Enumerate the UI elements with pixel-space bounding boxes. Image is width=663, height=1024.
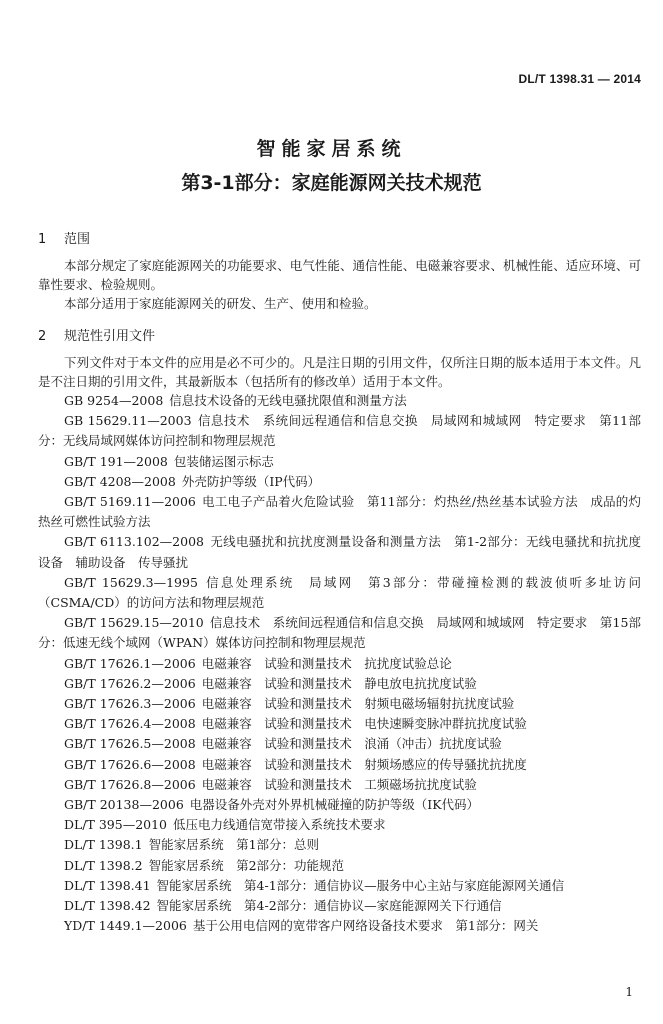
section-2-heading: [38, 327, 641, 347]
section-title: 规范性引用文件: [64, 329, 156, 344]
reference-code: DL/T 1398.41: [64, 877, 151, 893]
reference-code: GB/T 5169.11—2006: [64, 494, 196, 510]
reference-title: 电磁兼容 试验和测量技术 电快速瞬变脉冲群抗扰度试验: [201, 716, 527, 732]
section-number: 1: [38, 232, 47, 247]
section-number: 2: [38, 329, 47, 344]
reference-code: GB/T 191—2008: [64, 453, 168, 469]
reference-item: [38, 876, 641, 896]
reference-code: GB/T 17626.2—2006: [64, 675, 196, 691]
reference-title: 信息技术 系统间远程通信和信息交换 局域网和城域网 特定要求 第11部分：无线局域网媒体访问控制和物理层规范: [38, 413, 641, 449]
reference-code: DL/T 1398.1: [64, 837, 143, 853]
references-intro: 下列文件对于本文件的应用是必不可少的。凡是注日期的引用文件，仅所注日期的版本适用于本文件。凡是不注日期的引用文件，其最新版本（包括所有的修改单）适用于本文件。: [38, 355, 641, 389]
reference-item: [38, 573, 641, 613]
reference-code: GB 9254—2008: [64, 393, 164, 408]
reference-title: 信息技术 系统间远程通信和信息交换 局域网和城域网 特定要求 第15部分：低速无线个域网（WPAN）媒体访问控制和物理层规范: [38, 615, 641, 651]
standard-code: DL/T 1398.31 — 2014: [518, 72, 641, 86]
reference-item: [38, 714, 641, 734]
reference-item: [38, 492, 641, 532]
scope-paragraph: 本部分规定了家庭能源网关的功能要求、电气性能、通信性能、电磁兼容要求、机械性能、适应环境、可靠性要求、检验规则。: [38, 258, 641, 292]
reference-item: [38, 532, 641, 572]
reference-title: 包装储运图示标志: [173, 453, 274, 469]
reference-title: 电工电子产品着火危险试验 第11部分：灼热丝/热丝基本试验方法 成品的灼热丝可燃性试验方法: [38, 494, 641, 530]
reference-code: GB 15629.11—2003: [64, 413, 192, 429]
reference-code: DL/T 1398.42: [64, 898, 151, 914]
reference-code: GB/T 4208—2008: [64, 473, 176, 489]
reference-title: 智能家居系统 第2部分：功能规范: [148, 857, 345, 873]
title-sub: 第3-1部分：家庭能源网关技术规范: [181, 172, 482, 194]
reference-item: [38, 896, 641, 916]
reference-item: [38, 613, 641, 653]
reference-item: [38, 674, 641, 694]
reference-title: 电磁兼容 试验和测量技术 射频场感应的传导骚扰抗扰度: [201, 756, 527, 772]
reference-code: GB/T 17626.6—2008: [64, 756, 196, 772]
reference-item: [38, 391, 641, 411]
reference-title: 电磁兼容 试验和测量技术 射频电磁场辐射抗扰度试验: [201, 696, 515, 712]
scope-paragraph: 本部分适用于家庭能源网关的研发、生产、使用和检验。: [64, 296, 377, 311]
reference-item: [38, 654, 641, 674]
title-main: 智能家居系统: [256, 138, 407, 160]
reference-item: [38, 775, 641, 795]
document-body: [38, 230, 641, 936]
reference-code: DL/T 395—2010: [64, 817, 168, 833]
reference-item: [38, 452, 641, 472]
document-title: [0, 137, 663, 195]
reference-code: YD/T 1449.1—2006: [64, 918, 187, 934]
reference-item: [38, 815, 641, 835]
reference-title: 外壳防护等级（IP代码）: [181, 473, 321, 489]
reference-item: [38, 694, 641, 714]
reference-item: [38, 472, 641, 492]
reference-item: [38, 916, 641, 936]
reference-title: 低压电力线通信宽带接入系统技术要求: [173, 817, 386, 833]
reference-title: 智能家居系统 第4-2部分：通信协议—家庭能源网关下行通信: [156, 898, 502, 914]
reference-code: GB/T 20138—2006: [64, 797, 184, 813]
reference-code: GB/T 17626.3—2006: [64, 696, 196, 712]
reference-title: 信息技术设备的无线电骚扰限值和测量方法: [169, 393, 407, 408]
section-1-heading: [38, 230, 641, 250]
reference-code: GB/T 17626.5—2008: [64, 736, 196, 752]
reference-title: 信息处理系统 局域网 第3部分：带碰撞检测的载波侦听多址访问（CSMA/CD）的访问方法和物理层规范: [38, 574, 641, 611]
reference-code: GB/T 17626.8—2006: [64, 776, 196, 792]
reference-item: [38, 755, 641, 775]
reference-title: 电器设备外壳对外界机械碰撞的防护等级（IK代码）: [189, 797, 480, 813]
reference-title: 智能家居系统 第1部分：总则: [148, 837, 320, 853]
reference-title: 无线电骚扰和抗扰度测量设备和测量方法 第1-2部分：无线电骚扰和抗扰度设备 辅助设备 传导骚扰: [38, 534, 641, 570]
reference-title: 基于公用电信网的宽带客户网络设备技术要求 第1部分：网关: [192, 918, 539, 934]
reference-item: [38, 411, 641, 451]
reference-code: DL/T 1398.2: [64, 857, 143, 873]
reference-list: [38, 391, 641, 936]
page-number: 1: [625, 985, 633, 999]
reference-title: 电磁兼容 试验和测量技术 浪涌（冲击）抗扰度试验: [201, 736, 502, 752]
section-title: 范围: [64, 232, 91, 247]
reference-code: GB/T 15629.15—2010: [64, 615, 204, 631]
reference-title: 智能家居系统 第4-1部分：通信协议—服务中心主站与家庭能源网关通信: [156, 877, 565, 893]
reference-item: [38, 856, 641, 876]
reference-code: GB/T 6113.102—2008: [64, 534, 204, 550]
reference-title: 电磁兼容 试验和测量技术 静电放电抗扰度试验: [201, 675, 477, 691]
reference-item: [38, 835, 641, 855]
reference-item: [38, 795, 641, 815]
reference-code: GB/T 15629.3—1995: [64, 574, 198, 590]
reference-title: 电磁兼容 试验和测量技术 抗扰度试验总论: [201, 655, 452, 671]
reference-code: GB/T 17626.4—2008: [64, 716, 196, 732]
reference-item: [38, 734, 641, 754]
reference-title: 电磁兼容 试验和测量技术 工频磁场抗扰度试验: [201, 776, 477, 792]
reference-code: GB/T 17626.1—2006: [64, 655, 196, 671]
